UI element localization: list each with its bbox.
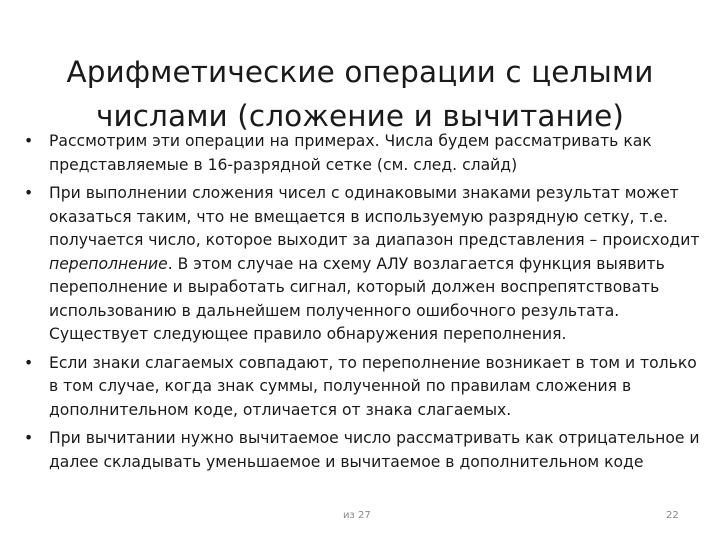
footer-page-total: из 27 [343,510,371,521]
bullet-text-3: Если знаки слагаемых совпадают, то переполнение возникает в том и только в том случае, когда знак суммы, полученной по правилам сложения в дополнительном коде, отличается от знака слагаемых. [49,353,697,419]
bullet-marker: • [24,132,34,150]
bullet-item-2 [22,182,702,347]
bullet-text-2-part-2: . В этом случае на схему АЛУ возлагается функция выявить переполнение и выработать сигнал, который должен воспрепятствовать использованию в дальнейшем полученного ошибочного результата. Существует следующее правило обнаружения переполнения. [49,254,665,343]
bullet-text-4: При вычитании нужно вычитаемое число рассматривать как отрицательное и далее складывать уменьшаемое и вычитаемое в дополнительном коде [49,429,700,471]
bullet-list [22,130,702,479]
bullet-marker: • [24,353,34,372]
emphasis-overflow-term: переполнение [49,254,168,273]
slide-title: Арифметические операции с целыми числами (сложение и вычитание) [66,54,654,133]
bullet-text-2-part-1: При выполнении сложения чисел с одинаковыми знаками результат может оказаться таким, что не вмещается в используемую разрядную сетку, т.е. получается число, которое выходит за диапазон представления – происходит [49,184,700,249]
bullet-text-2 [49,184,699,343]
bullet-text-1: Рассмотрим эти операции на примерах. Числа будем рассматривать как представляемые в 16-разрядной сетке (см. след. слайд) [49,132,652,174]
bullet-marker: • [24,429,34,447]
bullet-marker: • [24,184,34,202]
footer-page-number: 22 [666,510,679,521]
bullet-item-4 [22,427,702,474]
bullet-item-1 [22,130,702,177]
bullet-item-3 [22,352,702,423]
